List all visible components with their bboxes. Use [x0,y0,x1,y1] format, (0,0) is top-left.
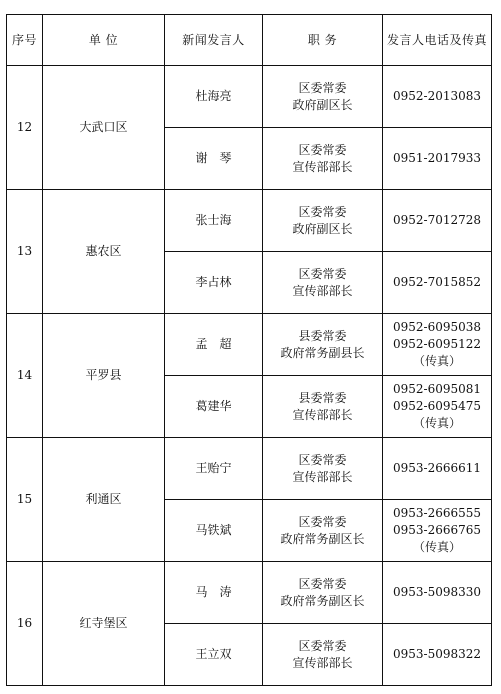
phone-line: （传真） [412,416,461,430]
header-serial: 序号 [7,15,43,66]
serial-number-cell: 12 [7,66,43,190]
phone-fax-cell [383,128,492,190]
phone-fax-cell [383,376,492,438]
position-line: 政府常务副区长 [280,531,365,546]
position-cell [263,190,383,252]
position-line: 区委常委 [298,204,347,219]
unit-cell: 红寺堡区 [43,562,165,686]
serial-number-cell: 14 [7,314,43,438]
position-cell [263,314,383,376]
phone-fax-cell [383,190,492,252]
serial-number-cell: 16 [7,562,43,686]
position-line: 区委常委 [298,638,347,653]
position-cell [263,562,383,624]
position-line: 区委常委 [298,266,347,281]
position-cell [263,500,383,562]
unit-cell: 惠农区 [43,190,165,314]
spokesperson-name-cell: 谢 琴 [165,128,263,190]
phone-fax-cell [383,314,492,376]
position-line: 政府副区长 [292,221,353,236]
phone-line: 0952-6095038 [392,320,482,334]
phone-line: 0953-5098322 [392,647,482,661]
spokesperson-name-cell: 葛建华 [165,376,263,438]
table-row [7,438,492,500]
phone-fax-cell [383,438,492,500]
position-line: 宣传部部长 [292,407,353,422]
spokesperson-name-cell: 马铁斌 [165,500,263,562]
phone-line: （传真） [412,354,461,368]
phone-line: 0952-2013083 [392,89,482,103]
position-line: 政府常务副区长 [280,593,365,608]
spokesperson-table [6,14,492,686]
position-line: 区委常委 [298,576,347,591]
position-line: 区委常委 [298,452,347,467]
phone-fax-cell [383,66,492,128]
phone-line: 0953-2666555 [392,506,482,520]
spokesperson-name-cell: 李占林 [165,252,263,314]
position-cell [263,66,383,128]
phone-line: 0952-6095122 [392,337,482,351]
spokesperson-name-cell: 王贻宁 [165,438,263,500]
unit-cell: 利通区 [43,438,165,562]
position-cell [263,252,383,314]
unit-cell: 平罗县 [43,314,165,438]
phone-fax-cell [383,500,492,562]
spokesperson-name-cell: 杜海亮 [165,66,263,128]
table-row [7,66,492,128]
position-cell [263,438,383,500]
position-cell [263,376,383,438]
phone-line: （传真） [412,540,461,554]
phone-fax-cell [383,562,492,624]
spokesperson-name-cell: 孟 超 [165,314,263,376]
spokesperson-name-cell: 张士海 [165,190,263,252]
position-line: 政府常务副县长 [280,345,365,360]
phone-line: 0952-6095081 [392,382,482,396]
phone-line: 0952-6095475 [392,399,482,413]
position-line: 政府副区长 [292,97,353,112]
position-cell [263,128,383,190]
spokesperson-name-cell: 王立双 [165,624,263,686]
header-row [7,15,492,66]
position-line: 县委常委 [298,328,347,343]
serial-number-cell: 15 [7,438,43,562]
header-unit: 单 位 [43,15,165,66]
table-row [7,314,492,376]
phone-fax-cell [383,252,492,314]
spokesperson-name-cell: 马 涛 [165,562,263,624]
position-line: 宣传部部长 [292,159,353,174]
table-row [7,562,492,624]
phone-fax-cell [383,624,492,686]
position-cell [263,624,383,686]
table-row [7,190,492,252]
phone-line: 0952-7015852 [392,275,482,289]
header-position: 职 务 [263,15,383,66]
header-phone-fax: 发言人电话及传真 [383,15,492,66]
position-line: 区委常委 [298,142,347,157]
position-line: 区委常委 [298,80,347,95]
phone-line: 0953-5098330 [392,585,482,599]
position-line: 区委常委 [298,514,347,529]
unit-cell: 大武口区 [43,66,165,190]
phone-line: 0953-2666765 [392,523,482,537]
position-line: 宣传部部长 [292,655,353,670]
position-line: 县委常委 [298,390,347,405]
phone-line: 0951-2017933 [392,151,482,165]
position-line: 宣传部部长 [292,283,353,298]
header-spokesperson: 新闻发言人 [165,15,263,66]
phone-line: 0953-2666611 [392,461,482,475]
table-body [7,66,492,686]
phone-line: 0952-7012728 [392,213,482,227]
position-line: 宣传部部长 [292,469,353,484]
serial-number-cell: 13 [7,190,43,314]
